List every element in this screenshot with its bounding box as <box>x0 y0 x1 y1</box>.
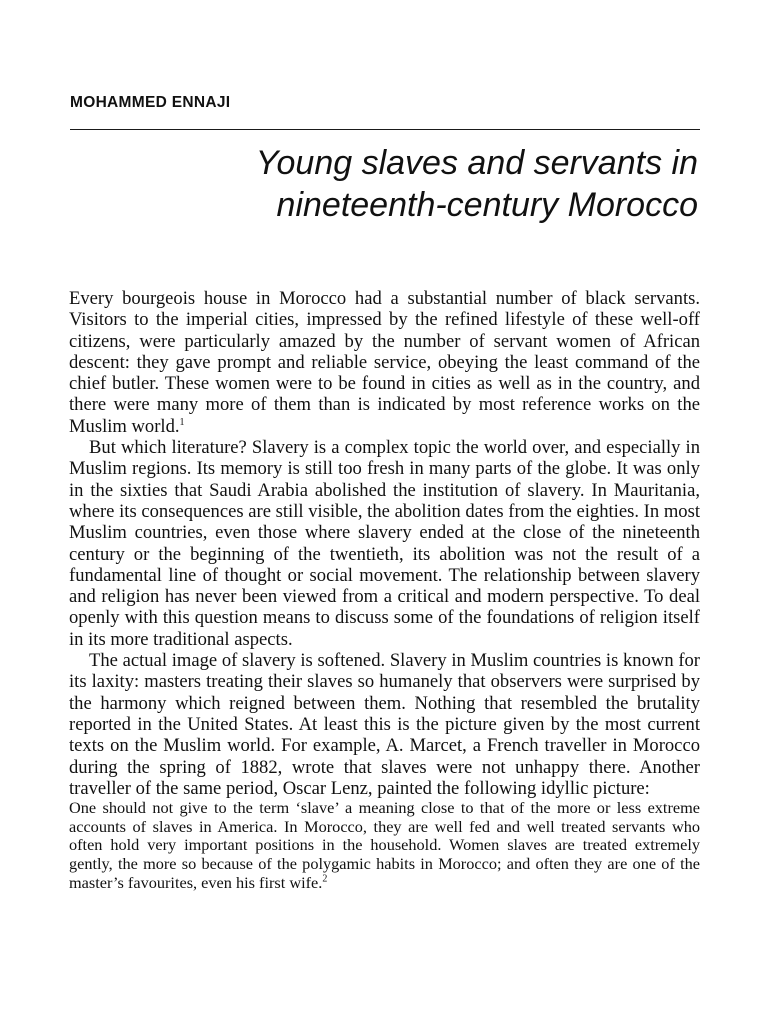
paragraph-2: But which literature? Slavery is a complex topic the world over, and especially in Muslim regions. Its memory is still too fresh in many parts of the globe. It was only in the sixties that Saudi Arabia abolished the institution of slavery. In Mauritania, where its consequences are still visible, the abolition dates from the eighties. In most Muslim countries, even those where slavery ended at the close of the nineteenth century or the beginning of the twentieth, its abolition was not the result of a fundamental line of thought or social movement. The relationship between slavery and religion has never been viewed from a critical and modern perspective. To deal openly with this question means to discuss some of the foundations of religion itself in its more traditional aspects. <box>69 437 700 650</box>
paragraph-3: The actual image of slavery is softened. Slavery in Muslim countries is known for its laxity: masters treating their slaves so humanely that observers were surprised by the harmony which reigned between them. Nothing that resembled the brutality reported in the United States. At least this is the picture given by the most current texts on the Muslim world. For example, A. Marcet, a French traveller in Morocco during the spring of 1882, wrote that slaves were not unhappy there. Another traveller of the same period, Oscar Lenz, painted the following idyllic picture: <box>69 650 700 799</box>
author-name: MOHAMMED ENNAJI <box>70 94 231 111</box>
block-quote <box>69 799 700 892</box>
article-title <box>138 142 698 226</box>
footnote-marker-2[interactable]: 2 <box>322 873 328 885</box>
article-body <box>69 288 700 892</box>
article-title-line-2: nineteenth-century Morocco <box>276 186 698 224</box>
block-quote-text: One should not give to the term ‘slave’ a meaning close to that of the more or less extreme accounts of slaves in America. In Morocco, they are well fed and well treated servants who often hold very important positions in the household. Women slaves are treated extremely gently, the more so because of the polygamic habits in Morocco; and often they are one of the master’s favourites, even his first wife. <box>69 798 700 892</box>
header-rule <box>70 129 700 130</box>
paragraph-1-text: Every bourgeois house in Morocco had a substantial number of black servants. Visitors to the imperial cities, impressed by the refined lifestyle of these well-off citizens, were particularly amazed by the number of servant women of African descent: they gave prompt and reliable service, obeying the least command of the chief butler. These women were to be found in cities as well as in the country, and there were many more of them than is indicated by most reference works on the Muslim world. <box>69 288 700 437</box>
article-title-line-1: Young slaves and servants in <box>255 144 698 182</box>
footnote-marker-1[interactable]: 1 <box>179 416 185 428</box>
paragraph-1 <box>69 288 700 437</box>
